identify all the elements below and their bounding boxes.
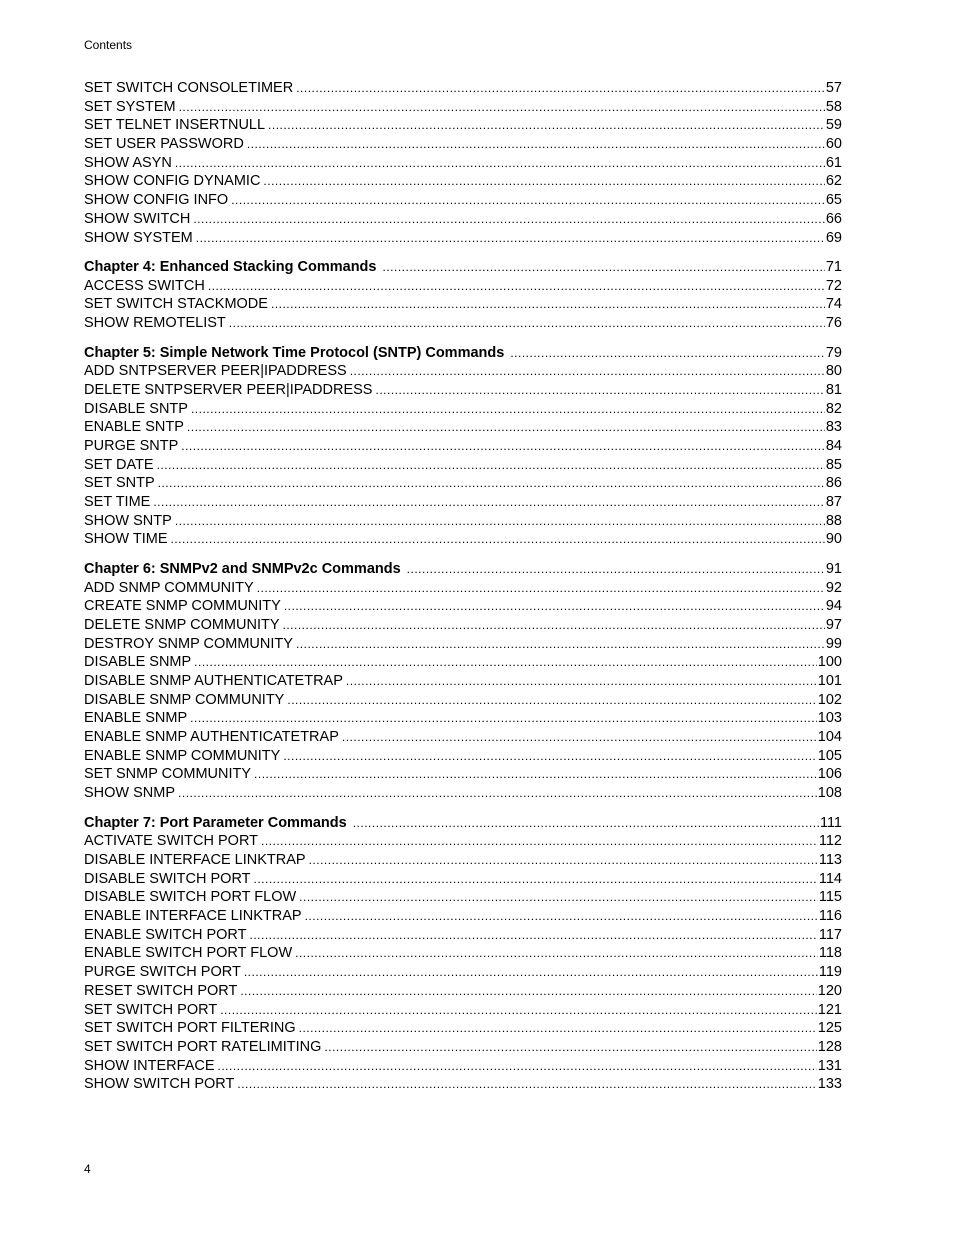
toc-entry-page: 99 <box>825 635 842 652</box>
dot-leader <box>153 493 825 512</box>
dot-leader <box>249 926 817 945</box>
toc-entry[interactable] <box>84 672 842 691</box>
dot-leader <box>191 400 825 419</box>
toc-entry-title: SHOW INTERFACE <box>84 1057 215 1074</box>
dot-leader <box>268 116 825 135</box>
chapter-entry-title: Chapter 4: Enhanced Stacking Commands <box>84 258 377 275</box>
chapter-entry-page: 79 <box>825 344 842 361</box>
chapter-entry-title: Chapter 6: SNMPv2 and SNMPv2c Commands <box>84 560 401 577</box>
chapter-entry[interactable] <box>84 814 842 833</box>
toc-entry-title: SET USER PASSWORD <box>84 136 244 153</box>
page-number: 4 <box>84 1162 91 1176</box>
toc-entry-page: 113 <box>818 852 842 868</box>
toc-entry-page: 85 <box>825 456 842 473</box>
dot-leader <box>237 1075 816 1094</box>
toc-entry[interactable] <box>84 116 842 135</box>
toc-entry[interactable] <box>84 982 842 1001</box>
dot-leader <box>261 832 818 851</box>
dot-leader <box>218 1057 817 1076</box>
dot-leader <box>190 709 817 728</box>
toc-entry-title: SHOW SNMP <box>84 785 176 802</box>
dot-leader <box>346 672 817 691</box>
toc-entry[interactable] <box>84 277 842 296</box>
toc-entry[interactable] <box>84 135 842 154</box>
chapter-entry-page: 111 <box>819 814 842 831</box>
toc-entry-page: 60 <box>825 136 842 153</box>
toc-entry[interactable] <box>84 1057 842 1076</box>
dot-leader <box>240 982 816 1001</box>
toc-entry-title: ENABLE SNMP COMMUNITY <box>84 747 281 764</box>
dot-leader <box>193 210 825 229</box>
toc-entry-page: 101 <box>817 673 842 690</box>
toc-entry[interactable] <box>84 493 842 512</box>
toc-entry-title: SET SYSTEM <box>84 98 176 115</box>
toc-entry-title: DELETE SNMP COMMUNITY <box>84 616 280 633</box>
toc-entry-page: 120 <box>817 982 842 999</box>
toc-entry-page: 83 <box>825 419 842 436</box>
toc-entry-title: SHOW SNTP <box>84 512 172 529</box>
toc-entry-page: 61 <box>825 154 842 171</box>
toc-entry-title: DESTROY SNMP COMMUNITY <box>84 635 293 652</box>
toc-entry[interactable] <box>84 229 842 248</box>
toc-entry-page: 86 <box>825 475 842 492</box>
toc-entry[interactable] <box>84 870 842 889</box>
dot-leader <box>157 456 825 475</box>
dot-leader <box>196 229 825 248</box>
toc-entry[interactable] <box>84 832 842 851</box>
dot-leader <box>296 635 825 654</box>
chapter-entry[interactable] <box>84 344 842 363</box>
dot-leader <box>324 1038 816 1057</box>
toc-entry-page: 80 <box>825 363 842 380</box>
dot-leader <box>244 963 818 982</box>
toc-entry-title: DISABLE SWITCH PORT <box>84 870 251 887</box>
toc-entry-title: ENABLE SNTP <box>84 419 184 436</box>
toc-entry-page: 106 <box>817 766 842 783</box>
toc-section <box>84 560 842 803</box>
toc-entry[interactable] <box>84 79 842 98</box>
toc-entry-page: 62 <box>825 173 842 190</box>
dot-leader <box>375 381 824 400</box>
dot-leader <box>175 154 825 173</box>
toc-entry-title: SET SNMP COMMUNITY <box>84 766 252 783</box>
toc-entry-page: 72 <box>825 277 842 294</box>
toc-entry[interactable] <box>84 98 842 117</box>
toc-entry-title: SHOW CONFIG DYNAMIC <box>84 173 261 190</box>
dot-leader <box>254 765 817 784</box>
toc-entry-page: 90 <box>825 531 842 548</box>
toc-entry-title: ENABLE SNMP <box>84 710 188 727</box>
toc-entry-page: 112 <box>818 833 842 850</box>
toc-entry[interactable] <box>84 1001 842 1020</box>
toc-entry-title: DISABLE SNMP COMMUNITY <box>84 691 285 708</box>
toc-entry-title: SHOW REMOTELIST <box>84 315 226 332</box>
toc-entry-title: SHOW ASYN <box>84 154 172 171</box>
toc-entry[interactable] <box>84 474 842 493</box>
dot-leader <box>194 653 817 672</box>
dot-leader <box>181 437 825 456</box>
dot-leader <box>309 851 818 870</box>
dot-leader <box>510 344 825 363</box>
toc-entry[interactable] <box>84 653 842 672</box>
toc-entry-title: ACTIVATE SWITCH PORT <box>84 833 259 850</box>
toc-entry-title: SHOW SWITCH <box>84 210 191 227</box>
toc-entry-title: SET SWITCH PORT FILTERING <box>84 1020 296 1037</box>
toc-entry[interactable] <box>84 944 842 963</box>
dot-leader <box>283 616 825 635</box>
toc-entry-title: ENABLE INTERFACE LINKTRAP <box>84 908 302 925</box>
toc-entry-title: SET TIME <box>84 494 151 511</box>
toc-entry-title: DISABLE SNMP <box>84 654 192 671</box>
toc-entry-title: CREATE SNMP COMMUNITY <box>84 598 281 615</box>
toc-entry[interactable] <box>84 295 842 314</box>
toc-entry[interactable] <box>84 381 842 400</box>
toc-entry-title: ENABLE SWITCH PORT FLOW <box>84 945 293 962</box>
dot-leader <box>287 691 816 710</box>
dot-leader <box>382 258 824 277</box>
toc-entry-title: ENABLE SNMP AUTHENTICATETRAP <box>84 729 339 746</box>
dot-leader <box>247 135 825 154</box>
toc-entry[interactable] <box>84 747 842 766</box>
toc-entry-title: DISABLE SNTP <box>84 400 188 417</box>
toc-entry-title: SET TELNET INSERTNULL <box>84 117 266 134</box>
toc-entry-page: 115 <box>818 889 842 906</box>
toc-entry[interactable] <box>84 963 842 982</box>
dot-leader <box>178 784 817 803</box>
toc-entry-page: 69 <box>825 229 842 246</box>
toc-entry-title: DISABLE INTERFACE LINKTRAP <box>84 852 306 868</box>
toc-entry[interactable] <box>84 362 842 381</box>
toc-entry-title: SHOW CONFIG INFO <box>84 192 229 209</box>
toc-entry-page: 87 <box>825 494 842 511</box>
dot-leader <box>158 474 825 493</box>
toc-entry[interactable] <box>84 709 842 728</box>
toc-entry-page: 81 <box>825 381 842 398</box>
toc-entry-page: 94 <box>825 598 842 615</box>
toc-entry-title: SET SWITCH PORT RATELIMITING <box>84 1038 322 1055</box>
dot-leader <box>231 191 825 210</box>
toc-entry[interactable] <box>84 210 842 229</box>
dot-leader <box>295 944 818 963</box>
toc-entry-title: DISABLE SWITCH PORT FLOW <box>84 889 297 906</box>
toc-entry-page: 97 <box>825 616 842 633</box>
dot-leader <box>305 907 818 926</box>
toc-entry[interactable] <box>84 926 842 945</box>
table-of-contents <box>84 79 842 1105</box>
toc-entry[interactable] <box>84 635 842 654</box>
dot-leader <box>179 98 825 117</box>
toc-entry[interactable] <box>84 784 842 803</box>
toc-entry-page: 116 <box>818 908 842 925</box>
toc-entry-title: SET SWITCH CONSOLETIMER <box>84 80 294 96</box>
toc-entry[interactable] <box>84 1019 842 1038</box>
toc-section <box>84 79 842 247</box>
toc-entry-page: 104 <box>817 729 842 746</box>
dot-leader <box>187 418 825 437</box>
toc-entry[interactable] <box>84 456 842 475</box>
toc-section <box>84 258 842 333</box>
chapter-entry-title: Chapter 5: Simple Network Time Protocol (SNTP) Commands <box>84 344 505 361</box>
dot-leader <box>229 314 825 333</box>
toc-entry-title: DELETE SNTPSERVER PEER|IPADDRESS <box>84 381 373 398</box>
toc-entry-page: 128 <box>817 1038 842 1055</box>
dot-leader <box>220 1001 817 1020</box>
toc-entry[interactable] <box>84 191 842 210</box>
toc-entry-title: SHOW TIME <box>84 531 168 548</box>
toc-entry[interactable] <box>84 400 842 419</box>
toc-entry-page: 114 <box>818 870 842 887</box>
dot-leader <box>254 870 818 889</box>
toc-entry[interactable] <box>84 765 842 784</box>
dot-leader <box>284 597 825 616</box>
toc-entry-page: 121 <box>817 1001 842 1018</box>
toc-entry-page: 108 <box>817 785 842 802</box>
toc-entry-title: DISABLE SNMP AUTHENTICATETRAP <box>84 673 343 690</box>
toc-entry-page: 82 <box>825 400 842 417</box>
dot-leader <box>350 362 825 381</box>
toc-entry[interactable] <box>84 728 842 747</box>
toc-entry-title: PURGE SWITCH PORT <box>84 964 241 981</box>
toc-entry-page: 125 <box>817 1020 842 1037</box>
chapter-entry-page: 71 <box>825 258 842 275</box>
toc-entry-page: 74 <box>825 296 842 313</box>
dot-leader <box>299 1019 817 1038</box>
toc-entry-page: 100 <box>817 654 842 671</box>
toc-entry-page: 103 <box>817 710 842 727</box>
toc-entry-page: 119 <box>818 964 842 981</box>
toc-entry[interactable] <box>84 512 842 531</box>
toc-entry[interactable] <box>84 888 842 907</box>
toc-entry-title: ADD SNTPSERVER PEER|IPADDRESS <box>84 363 347 380</box>
dot-leader <box>263 172 824 191</box>
dot-leader <box>208 277 825 296</box>
chapter-entry-page: 91 <box>825 560 842 577</box>
toc-entry[interactable] <box>84 907 842 926</box>
toc-entry[interactable] <box>84 530 842 549</box>
dot-leader <box>175 512 825 531</box>
toc-section <box>84 814 842 1094</box>
dot-leader <box>257 579 825 598</box>
toc-entry[interactable] <box>84 172 842 191</box>
toc-entry-page: 88 <box>825 512 842 529</box>
toc-entry[interactable] <box>84 597 842 616</box>
dot-leader <box>296 79 825 98</box>
toc-entry[interactable] <box>84 154 842 173</box>
toc-entry[interactable] <box>84 314 842 333</box>
toc-section <box>84 344 842 550</box>
toc-entry-title: ENABLE SWITCH PORT <box>84 926 247 943</box>
dot-leader <box>171 530 825 549</box>
toc-entry[interactable] <box>84 1038 842 1057</box>
toc-entry-page: 92 <box>825 579 842 596</box>
toc-entry-page: 133 <box>817 1076 842 1093</box>
toc-entry-title: SET SWITCH STACKMODE <box>84 296 268 313</box>
toc-entry-title: SET SNTP <box>84 475 155 492</box>
toc-entry-title: PURGE SNTP <box>84 437 179 454</box>
toc-entry-page: 59 <box>825 117 842 134</box>
dot-leader <box>353 814 819 833</box>
toc-entry-page: 58 <box>825 98 842 115</box>
toc-entry-title: ADD SNMP COMMUNITY <box>84 579 254 596</box>
toc-entry-title: SET DATE <box>84 456 154 473</box>
dot-leader <box>407 560 825 579</box>
toc-entry-page: 105 <box>817 747 842 764</box>
chapter-entry[interactable] <box>84 258 842 277</box>
toc-entry[interactable] <box>84 418 842 437</box>
toc-entry-title: ACCESS SWITCH <box>84 277 205 294</box>
toc-entry[interactable] <box>84 691 842 710</box>
dot-leader <box>271 295 825 314</box>
toc-entry-page: 65 <box>825 192 842 209</box>
toc-entry-title: RESET SWITCH PORT <box>84 982 238 999</box>
toc-entry[interactable] <box>84 851 842 870</box>
toc-entry-page: 118 <box>818 945 842 962</box>
toc-entry-page: 131 <box>817 1057 842 1074</box>
toc-entry-page: 102 <box>817 691 842 708</box>
toc-entry[interactable] <box>84 616 842 635</box>
toc-entry-page: 76 <box>825 315 842 332</box>
toc-entry-title: SHOW SWITCH PORT <box>84 1076 235 1093</box>
toc-entry-page: 84 <box>825 437 842 454</box>
chapter-entry[interactable] <box>84 560 842 579</box>
dot-leader <box>283 747 816 766</box>
dot-leader <box>299 888 818 907</box>
toc-entry-title: SET SWITCH PORT <box>84 1001 218 1018</box>
toc-entry[interactable] <box>84 1075 842 1094</box>
toc-entry-title: SHOW SYSTEM <box>84 229 193 246</box>
dot-leader <box>342 728 817 747</box>
toc-entry[interactable] <box>84 437 842 456</box>
toc-entry-page: 57 <box>825 80 842 96</box>
toc-entry-page: 117 <box>818 926 842 943</box>
running-header: Contents <box>84 38 133 52</box>
chapter-entry-title: Chapter 7: Port Parameter Commands <box>84 814 347 831</box>
toc-entry-page: 66 <box>825 210 842 227</box>
toc-entry[interactable] <box>84 579 842 598</box>
